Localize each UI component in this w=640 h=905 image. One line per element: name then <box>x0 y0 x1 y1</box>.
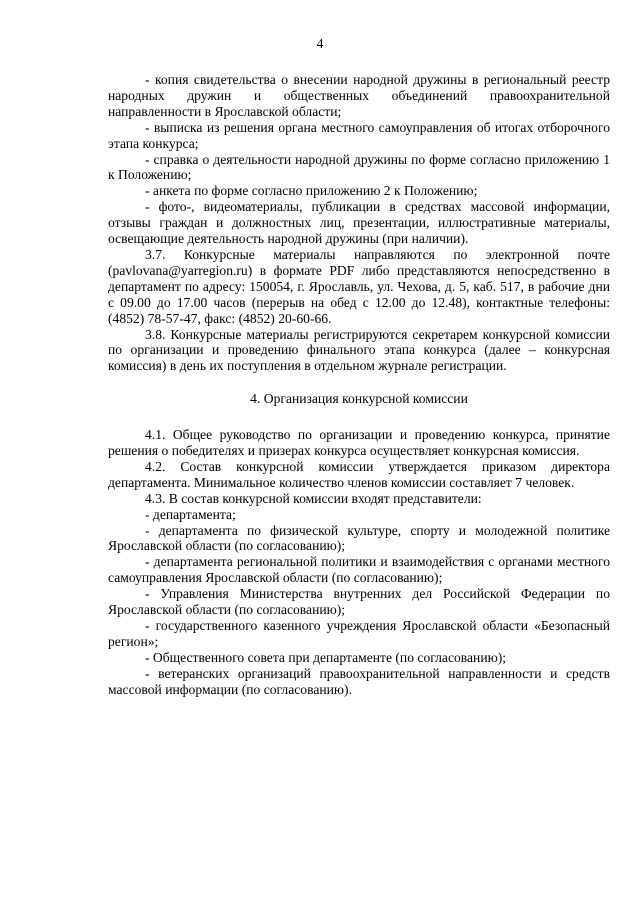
paragraph-item-questionnaire: - анкета по форме согласно приложению 2 к Положению; <box>145 183 478 199</box>
list-item-sports-department: - департамента по физической культуре, спорту и молодежной политике Ярославской области (по согласованию); <box>108 522 610 554</box>
paragraph-4-2: 4.2. Состав конкурсной комиссии утверждается приказом директора департамента. Минимальное количество членов комиссии составляет 7 человек. <box>108 458 610 490</box>
page-number: 4 <box>316 36 324 51</box>
list-item-veteran-organizations: - ветеранских организаций правоохранительной направленности и средств массовой информации (по согласованию). <box>108 665 610 697</box>
document-body <box>108 72 610 698</box>
paragraph-3-8: 3.8. Конкурсные материалы регистрируются секретарем конкурсной комиссии по организации и проведению финального этапа конкурса (далее – конкурсная комиссия) в день их поступления в отдельном журнале регистрации. <box>108 326 610 374</box>
paragraph-4-1: 4.1. Общее руководство по организации и проведению конкурса, принятие решения о победителях и призерах конкурса осуществляет конкурсная комиссия. <box>108 427 610 459</box>
paragraph-item-activity-reference: - справка о деятельности народной дружины по форме согласно приложению 1 к Положению; <box>108 151 610 183</box>
paragraph-3-7: 3.7. Конкурсные материалы направляются по электронной почте (pavlovana@yarregion.ru) в формате PDF либо представляются непосредственно в департамент по адресу: 150054, г. Ярославль, ул. Чехова, д. 5, каб. 517, в рабочие дни с 09.00 до 17.00 часов (перерыв на обед с 12.00 до 12.48), контактные телефоны: (4852) 78-57-47, факс: (4852) 20-60-66. <box>108 246 610 326</box>
section-4-heading: 4. Организация конкурсной комиссии <box>250 391 468 407</box>
list-item-safe-region: - государственного казенного учреждения Ярославской области «Безопасный регион»; <box>108 618 610 649</box>
paragraph-item-decision-extract: - выписка из решения органа местного самоуправления об итогах отборочного этапа конкурса; <box>108 119 610 151</box>
list-item-department: - департамента; <box>145 506 236 522</box>
list-item-interior-ministry: - Управления Министерства внутренних дел Российской Федерации по Ярославской области (по согласованию); <box>108 586 610 618</box>
paragraph-item-media-materials: - фото-, видеоматериалы, публикации в средствах массовой информации, отзывы граждан и должностных лиц, презентации, иллюстративные материалы, освещающие деятельность народной дружины (при наличии). <box>108 199 610 247</box>
paragraph-4-3: 4.3. В состав конкурсной комиссии входят представители: <box>145 490 482 506</box>
list-item-regional-policy-department: - департамента региональной политики и взаимодействия с органами местного самоуправления Ярославской области (по согласованию); <box>108 554 610 586</box>
paragraph-item-certificate-copy: - копия свидетельства о внесении народной дружины в региональный реестр народных дружин и общественных объединений правоохранительной направленности в Ярославской области; <box>108 72 610 119</box>
list-item-public-council: - Общественного совета при департаменте (по согласованию); <box>145 649 507 665</box>
section-3-continuation <box>108 72 610 374</box>
section-4 <box>108 427 610 697</box>
